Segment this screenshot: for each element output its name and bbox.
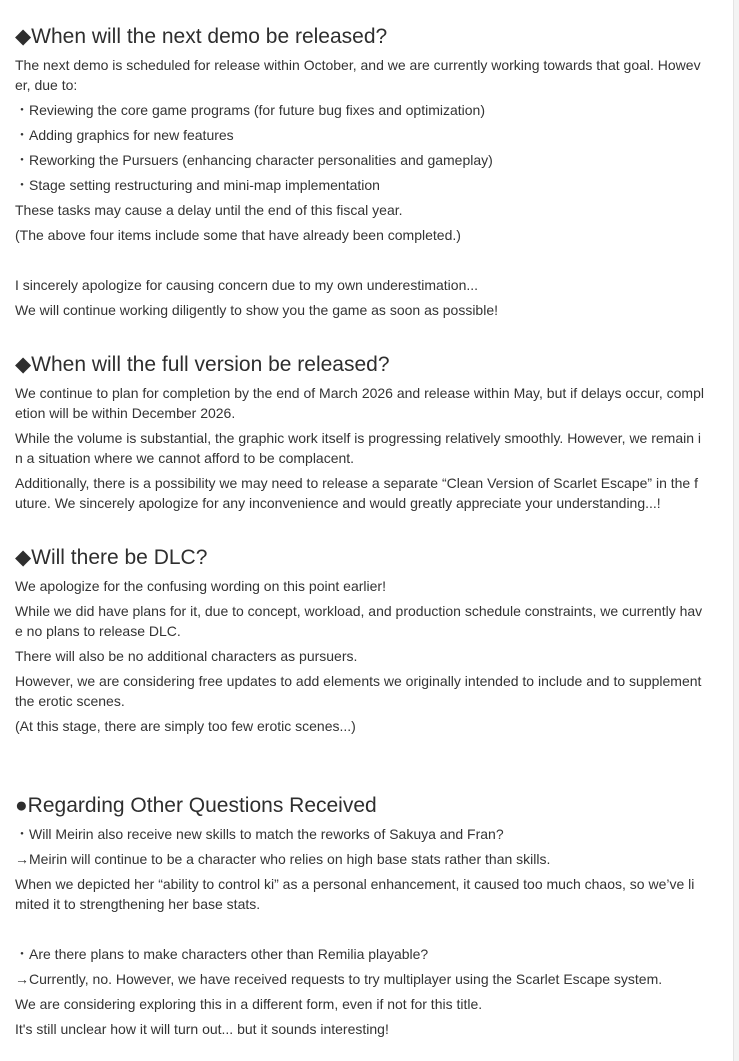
paragraph: While we did have plans for it, due to concept, workload, and production schedule constraints, we currently have no plans to release DLC. [15,603,703,639]
paragraph: We will continue working diligently to show you the game as soon as possible! [15,302,498,318]
section-heading: ◆When will the full version be released? [15,353,390,376]
answer: →Meirin will continue to be a character who relies on high base stats rather than skills. [15,851,551,867]
section-heading: ◆When will the next demo be released? [15,25,388,48]
list-item: ・Reworking the Pursuers (enhancing character personalities and gameplay) [15,152,493,168]
paragraph: Additionally, there is a possibility we may need to release a separate “Clean Version of Scarlet Escape” in the future. We sincerely apologize for any inconvenience and would greatly appreciate your understanding...! [15,475,698,511]
paragraph: We are considering exploring this in a different form, even if not for this title. [15,996,483,1012]
section-next-demo [15,22,704,320]
paragraph: While the volume is substantial, the graphic work itself is progressing relatively smoothly. However, we remain in a situation where we cannot afford to be complacent. [15,430,702,466]
article-content [15,22,704,1044]
section-spacer [15,325,704,350]
section-full-version [15,350,704,513]
paragraph: We apologize for the confusing wording on this point earlier! [15,578,386,594]
section-spacer [15,518,704,543]
paragraph: The next demo is scheduled for release within October, and we are currently working towards that goal. However, due to: [15,57,701,93]
section-heading: ◆Will there be DLC? [15,546,208,569]
answer: →Currently, no. However, we have received requests to try multiplayer using the Scarlet Escape system. [15,971,663,987]
question: ・Will Meirin also receive new skills to match the reworks of Sakuya and Fran? [15,826,504,842]
list-item: ・Stage setting restructuring and mini-map implementation [15,177,380,193]
paragraph: These tasks may cause a delay until the end of this fiscal year. [15,202,403,218]
list-item: ・Adding graphics for new features [15,127,234,143]
section-dlc [15,543,704,736]
section-spacer [15,741,704,791]
section-other-questions [15,791,704,1039]
question: ・Are there plans to make characters other than Remilia playable? [15,946,429,962]
section-heading: ●Regarding Other Questions Received [15,794,377,817]
list-item: ・Reviewing the core game programs (for future bug fixes and optimization) [15,102,485,118]
blank-line [15,919,704,944]
paragraph: (At this stage, there are simply too few erotic scenes...) [15,718,356,734]
paragraph: When we depicted her “ability to control ki” as a personal enhancement, it caused too much chaos, so we’ve limited it to strengthening her base stats. [15,876,695,912]
paragraph: I sincerely apologize for causing concern due to my own underestimation... [15,277,479,293]
paragraph: We continue to plan for completion by the end of March 2026 and release within May, but if delays occur, completion will be within December 2026. [15,385,704,421]
blank-line [15,250,704,275]
paragraph: There will also be no additional characters as pursuers. [15,648,358,664]
paragraph: It's still unclear how it will turn out... but it sounds interesting! [15,1021,389,1037]
paragraph: (The above four items include some that have already been completed.) [15,227,461,243]
paragraph: However, we are considering free updates to add elements we originally intended to include and to supplement the erotic scenes. [15,673,702,709]
